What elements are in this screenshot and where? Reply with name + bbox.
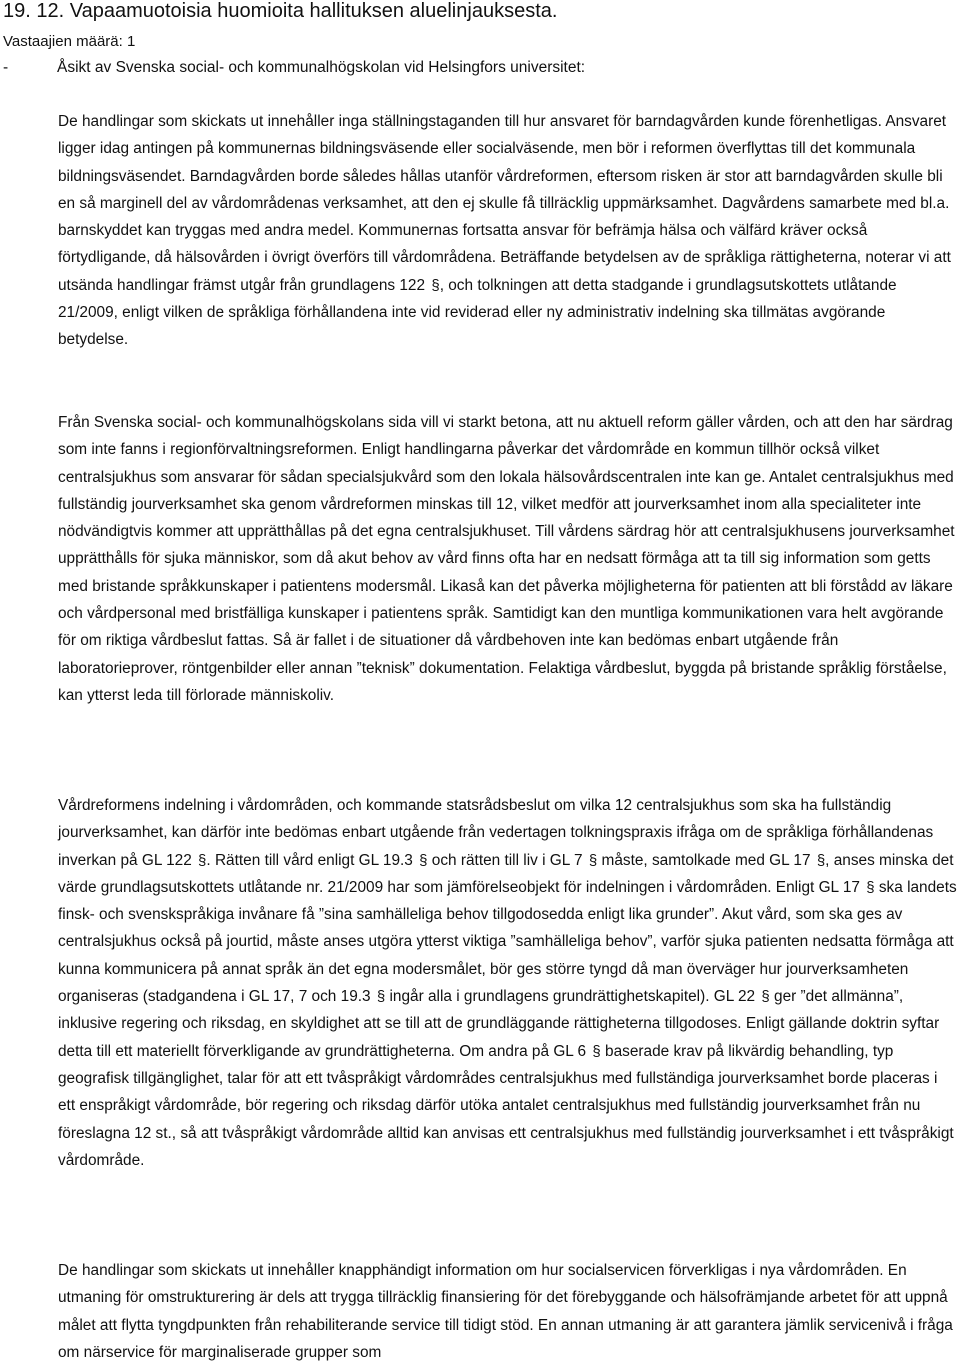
paragraph-text: Vårdreformens indelning i vårdområden, och kommande statsrådsbeslut om vilka 12 centralsjukhus som ska ha fullständig jourverksamhet, kan därför inte bedömas enbart utgående från vedertagen tolkningspraxis ifråga om de språkliga förhållandenas inverkan på GL 122 — [58, 797, 934, 869]
paragraph-text: ger ”det allmänna”, inklusive regering och riksdag, en skyldighet att se till att de grundläggande rättigheterna tillgodoses. Enligt gällande doktrin syftar detta till ett materiellt förverkligande av grundrättigheterna. Om andra på GL 6 — [58, 988, 940, 1060]
paragraph-3 — [58, 792, 958, 1174]
paragraph-text: ingår alla i grundlagens grundrättighetskapitel). GL 22 — [389, 988, 756, 1006]
section-sign: § — [198, 851, 203, 869]
section-sign: § — [588, 851, 594, 869]
section-sign: § — [376, 988, 382, 1006]
section-sign: § — [419, 851, 424, 869]
paragraph-text: och rätten till liv i GL 7 — [431, 851, 583, 869]
paragraph-text: måste, samtolkade med GL 17 — [601, 851, 811, 869]
paragraph-text: . Rätten till vård enligt GL 19.3 — [206, 851, 413, 869]
paragraph-text: , och tolkningen att detta stadgande i grundlagsutskottets utlåtande 21/2009, enligt vilken de språkliga förhållandena inte vid reviderad eller ny administrativ indelning ska tillmätas avgörande betydelse. — [58, 276, 897, 349]
paragraph-text: baserade krav på likvärdig behandling, typ geografisk tillgänglighet, talar för att ett tvåspråkigt vårdområdes centralsjukhus med fullständiga jourverksamhet borde placeras i ett enspråkigt vårdområde, bör regering och riksdag därför utöka antalet centralsjukhus med fullständig jourverksamhet från nu föreslagna 12 st., så att tvåspråkigt vårdområde alltid kan anvisas ett centralsjukhus med fullständig jourverksamhet i ett tvåspråkigt vårdområde. — [58, 1042, 954, 1169]
paragraph-2: Från Svenska social- och kommunalhögskolans sida vill vi starkt betona, att nu aktuell reform gäller vården, och att den har särdrag som inte fanns i regionförvaltningsreformen. Enligt handlingarna påverkar det vårdområde en kommun tillhör också vilket centralsjukhus som ansvarar för sådan specialsjukvård som den lokala hälsovårdscentralen inte kan ge. Antalet centralsjukhus med fullständig jourverksamhet ska genom vårdreformen minskas till 12, vilket medför att jourverksamhet inom alla specialiteter inte nödvändigtvis kommer att upprätthållas på det egna centralsjukhuset. Till vårdens särdrag hör att centralsjukhusens jourverksamhet upprätthålls för sjuka människor, som då akut behov av vård finns ofta har en nedsatt förmåga att ta till sig information som getts med bristande språkkunskaper i patientens modersmål. Likaså kan det påverka möjligheterna för patienten att bli förstådd av läkare och vårdpersonal med bristfälliga kunskaper i patientens språk. Samtidigt kan den muntliga kommunikationen vara helt avgörande för om riktiga vårdbeslut fattas. Så är fallet i de situationer då vårdbehoven inte kan bedömas enbart utgående från laboratorieprover, röntgenbilder eller annan ”teknisk” dokumentation. Felaktiga vårdbeslut, byggda på bristande språklig förståelse, kan ytterst leda till förlorade människoliv. — [58, 414, 955, 704]
list-dash: - — [3, 59, 9, 76]
page-title: 19. 12. Vapaamuotoisia huomioita hallituksen aluelinjauksesta. — [3, 0, 558, 22]
paragraph-4: De handlingar som skickats ut innehåller knapphändigt information om hur socialservicen förverkligas i nya vårdområden. En utmaning för omstrukturering är dels att trygga tillräcklig finansiering för det förebyggande och hälsofrämjande arbetet för att uppnå målet att flytta tyngdpunkten från rehabiliterande service till tidigt stöd. En annan utmaning är att garantera jämlik servicenivå i fråga om närservice för marginaliserade grupper som — [58, 1262, 953, 1361]
section-sign: § — [431, 276, 436, 294]
paragraph-1 — [58, 108, 958, 354]
section-sign: § — [866, 878, 871, 896]
respondent-count: Vastaajien määrä: 1 — [3, 33, 136, 50]
section-sign: § — [592, 1042, 597, 1060]
section-sign: § — [816, 851, 822, 869]
section-sign: § — [761, 988, 766, 1006]
paragraph-text: De handlingar som skickats ut innehåller inga ställningstaganden till hur ansvaret för barndagvården kunde förenhetligas. Ansvaret ligger idag antingen på kommunernas bildningsväsende eller socialväsende, men bör i reformen överflyttas till det kommunala bildningsväsendet. Barndagvården borde således hållas utanför vårdreformen, eftersom risken är stor att barndagvården skulle bli en så marginell del av vårdområdenas verksamhet, att den ej skulle få tillräcklig uppmärksamhet. Dagvårdens samarbete med bl.a. barnskyddet kan tryggas med andra medel. Kommunernas fortsatta ansvar för befrämja hälsa och välfärd kräver också förtydligande, då hälsovården i övrigt överförs till vårdområdena. Beträffande betydelsen av de språkliga rättigheterna, noterar vi att utsända handlingar främst utgår från grundlagens 122 — [58, 113, 951, 294]
paragraph-text: ska landets finsk- och svenskspråkiga invånare få ”sina samhälleliga behov tillgodosedda enligt lika grunder”. Akut vård, som ska ges av centralsjukhus också på jourtid, måste anses utgöra ytterst viktiga ”samhälleliga behov”, varför sjuka patienten nedsatta förmåga att kunna kommunicera på annat språk än det egna modersmålet, bör ges större tyngd då man överväger hur jourverksamheten organiseras (stadgandena i GL 17, 7 och 19.3 — [58, 878, 957, 1006]
respondent-name: Åsikt av Svenska social- och kommunalhögskolan vid Helsingfors universitet: — [57, 59, 586, 76]
respondent-heading — [3, 58, 585, 78]
paragraph-text: , anses minska det värde grundlagsutskottets utlåtande nr. 21/2009 har som jämförelseobjekt för indelningen i vårdområden. Enligt GL 17 — [58, 851, 954, 896]
